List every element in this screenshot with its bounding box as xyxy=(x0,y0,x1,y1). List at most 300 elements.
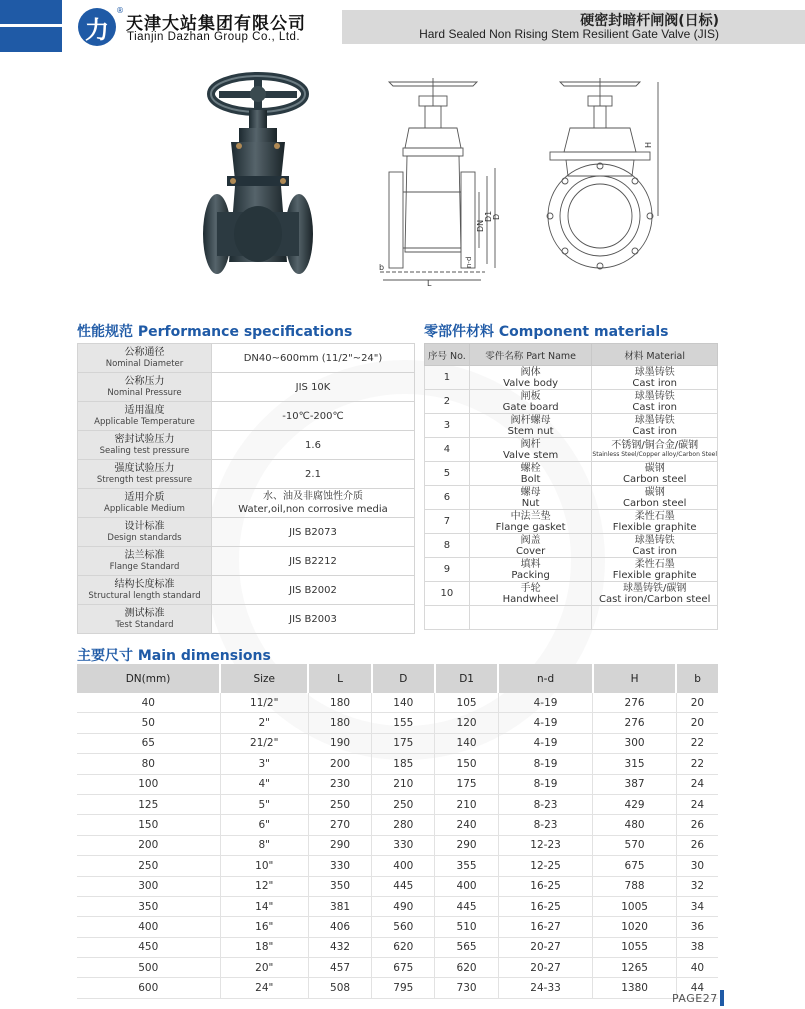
dimension-header: D xyxy=(372,664,435,693)
component-name-en: Valve body xyxy=(503,377,559,389)
performance-label xyxy=(78,460,212,489)
components-header-material: 材料 Material xyxy=(592,344,718,366)
dimension-row xyxy=(77,896,718,916)
dimension-cell: 40 xyxy=(676,958,718,978)
component-material-en: Carbon steel xyxy=(622,497,687,509)
dimension-cell: 11/2" xyxy=(220,693,308,713)
dimension-cell: 32 xyxy=(676,876,718,896)
component-cell-empty xyxy=(469,606,592,630)
dimension-cell: 429 xyxy=(593,794,676,814)
component-material-cn: 柔性石墨 xyxy=(634,558,675,570)
performance-label-en: Applicable Temperature xyxy=(94,416,195,427)
dimension-row xyxy=(77,713,718,733)
performance-label-cn: 密封试验压力 xyxy=(114,433,175,445)
component-row xyxy=(425,390,718,414)
component-name xyxy=(469,390,592,414)
dimension-cell: 330 xyxy=(308,856,371,876)
performance-value-text: JIS B2212 xyxy=(289,555,337,567)
dimension-cell: 190 xyxy=(308,733,371,753)
performance-section-title: 性能规范 Performance specifications xyxy=(77,324,353,340)
performance-row xyxy=(78,460,415,489)
dimension-cell: 406 xyxy=(308,917,371,937)
component-material xyxy=(592,486,718,510)
component-name-en: Packing xyxy=(511,569,550,581)
dimension-cell: 20 xyxy=(676,713,718,733)
dimension-cell: 50 xyxy=(77,713,220,733)
dimension-cell: 381 xyxy=(308,896,371,916)
component-name-en: Valve stem xyxy=(502,449,559,461)
dimension-header: L xyxy=(308,664,371,693)
performance-row xyxy=(78,605,415,634)
dimension-cell: 36 xyxy=(676,917,718,937)
dimension-cell: 120 xyxy=(435,713,498,733)
component-name-cn: 填料 xyxy=(520,558,541,570)
component-name-en: Handwheel xyxy=(502,593,559,605)
performance-row xyxy=(78,518,415,547)
dimension-cell: 8-23 xyxy=(498,794,593,814)
component-material xyxy=(592,462,718,486)
component-no: 7 xyxy=(425,510,470,534)
dimension-cell: 22 xyxy=(676,733,718,753)
dimension-cell: 387 xyxy=(593,774,676,794)
label-b: b xyxy=(379,263,385,272)
performance-label-en: Flange Standard xyxy=(109,561,180,572)
performance-value-text-en: Water,oil,non corrosive media xyxy=(238,504,388,515)
dimension-cell: 240 xyxy=(435,815,498,835)
component-material-cn: 柔性石墨 xyxy=(634,510,675,522)
dimension-cell: 150 xyxy=(77,815,220,835)
dimension-cell: 350 xyxy=(308,876,371,896)
component-material-en: Cast iron/Carbon steel xyxy=(599,593,711,605)
component-name xyxy=(469,366,592,390)
dimension-cell: 457 xyxy=(308,958,371,978)
dimension-cell: 24 xyxy=(676,774,718,794)
performance-label-cn: 结构长度标准 xyxy=(114,578,175,590)
dimension-cell: 480 xyxy=(593,815,676,835)
component-cell-empty xyxy=(425,606,470,630)
dimension-cell: 26 xyxy=(676,835,718,855)
dimension-cell: 290 xyxy=(308,835,371,855)
dimension-cell: 300 xyxy=(593,733,676,753)
component-material xyxy=(592,438,718,462)
performance-label-cn: 公称压力 xyxy=(124,375,165,387)
component-name-cn: 闸板 xyxy=(520,390,541,402)
performance-row xyxy=(78,547,415,576)
performance-label xyxy=(78,518,212,547)
dimension-cell: 276 xyxy=(593,693,676,713)
components-header-name: 零件名称 Part Name xyxy=(469,344,592,366)
component-name-cn: 阀杆 xyxy=(520,438,541,450)
component-material-cn: 不锈钢/铜合金/碳钢 xyxy=(611,440,699,451)
dimension-cell: 620 xyxy=(372,937,435,957)
component-name xyxy=(469,438,592,462)
company-name-cn: 天津大站集团有限公司 xyxy=(126,14,306,34)
performance-value-text: -10℃-200℃ xyxy=(282,410,344,422)
dimension-cell: 100 xyxy=(77,774,220,794)
performance-label-cn: 测试标准 xyxy=(124,607,165,619)
performance-value xyxy=(212,373,415,402)
page-accent-bar xyxy=(720,990,724,1006)
component-name xyxy=(469,558,592,582)
component-name-en: Cover xyxy=(515,545,546,557)
performance-label-en: Strength test pressure xyxy=(96,474,193,485)
component-row xyxy=(425,510,718,534)
component-name xyxy=(469,510,592,534)
performance-value xyxy=(212,460,415,489)
dimension-cell: 140 xyxy=(435,733,498,753)
component-no: 10 xyxy=(425,582,470,606)
dimension-cell: 20 xyxy=(676,693,718,713)
product-title-cn: 硬密封暗杆闸阀(日标) xyxy=(580,13,719,29)
performance-value xyxy=(212,431,415,460)
dimension-cell: 4-19 xyxy=(498,693,593,713)
performance-value xyxy=(212,344,415,373)
performance-label-en: Design standards xyxy=(107,532,182,543)
component-name-cn: 螺栓 xyxy=(520,462,541,474)
label-D1: D1 xyxy=(484,210,493,222)
performance-label xyxy=(78,344,212,373)
dimension-cell: 14" xyxy=(220,896,308,916)
component-name-cn: 阀盖 xyxy=(520,534,541,546)
dimension-cell: 175 xyxy=(372,733,435,753)
performance-value-text: JIS B2073 xyxy=(289,526,337,538)
dimension-cell: 290 xyxy=(435,835,498,855)
dimension-cell: 20-27 xyxy=(498,937,593,957)
dimension-cell: 510 xyxy=(435,917,498,937)
dimension-header: b xyxy=(676,664,718,693)
component-name-en: Bolt xyxy=(520,473,541,485)
dimension-cell: 140 xyxy=(372,693,435,713)
performance-label xyxy=(78,402,212,431)
performance-row xyxy=(78,344,415,373)
dimension-cell: 16-27 xyxy=(498,917,593,937)
label-H: H xyxy=(644,141,653,148)
dimension-header: D1 xyxy=(435,664,498,693)
performance-label-en: Nominal Diameter xyxy=(105,358,184,369)
dimension-cell: 26 xyxy=(676,815,718,835)
component-no: 6 xyxy=(425,486,470,510)
dimension-cell: 560 xyxy=(372,917,435,937)
dimension-header: Size xyxy=(220,664,308,693)
dimension-row xyxy=(77,693,718,713)
component-material-en: Cast iron xyxy=(632,377,677,389)
dimension-cell: 330 xyxy=(372,835,435,855)
dimension-cell: 620 xyxy=(435,958,498,978)
dimension-cell: 570 xyxy=(593,835,676,855)
component-name-cn: 手轮 xyxy=(520,582,541,594)
component-material-cn: 球墨铸铁 xyxy=(634,366,675,378)
dimension-cell: 40 xyxy=(77,693,220,713)
component-material-cn: 球墨铸铁 xyxy=(634,534,675,546)
dimension-cell: 788 xyxy=(593,876,676,896)
component-name xyxy=(469,486,592,510)
dimension-cell: 450 xyxy=(77,937,220,957)
dimension-cell: 20-27 xyxy=(498,958,593,978)
dimension-cell: 500 xyxy=(77,958,220,978)
dimension-cell: 795 xyxy=(372,978,435,998)
component-no: 2 xyxy=(425,390,470,414)
component-material-cn: 球墨铸铁/碳钢 xyxy=(623,582,687,594)
product-title-en: Hard Sealed Non Rising Stem Resilient Gate Valve (JIS) xyxy=(419,27,719,41)
dimension-cell: 1005 xyxy=(593,896,676,916)
label-D: D xyxy=(492,213,501,220)
label-nd: n-d xyxy=(465,256,473,268)
dimension-cell: 600 xyxy=(77,978,220,998)
dimension-cell: 250 xyxy=(372,794,435,814)
dimension-cell: 730 xyxy=(435,978,498,998)
dimension-header: n-d xyxy=(498,664,593,693)
component-name-cn: 阀体 xyxy=(520,366,541,378)
label-DN: DN xyxy=(476,219,485,232)
label-L: L xyxy=(427,279,432,288)
component-row xyxy=(425,558,718,582)
dimension-cell: 24-33 xyxy=(498,978,593,998)
header-accent-bar xyxy=(0,0,62,52)
performance-row xyxy=(78,402,415,431)
dimension-cell: 34 xyxy=(676,896,718,916)
component-no: 8 xyxy=(425,534,470,558)
performance-label xyxy=(78,373,212,402)
component-material xyxy=(592,366,718,390)
performance-value xyxy=(212,402,415,431)
dimension-cell: 5" xyxy=(220,794,308,814)
component-no: 5 xyxy=(425,462,470,486)
dimension-cell: 3" xyxy=(220,754,308,774)
dimension-cell: 230 xyxy=(308,774,371,794)
component-material-en: Cast iron xyxy=(632,545,677,557)
dimension-cell: 185 xyxy=(372,754,435,774)
dimension-cell: 80 xyxy=(77,754,220,774)
dimension-cell: 16" xyxy=(220,917,308,937)
component-material-en: Carbon steel xyxy=(622,473,687,485)
dimension-cell: 490 xyxy=(372,896,435,916)
dimension-cell: 276 xyxy=(593,713,676,733)
dimension-cell: 200 xyxy=(308,754,371,774)
performance-row xyxy=(78,373,415,402)
performance-value xyxy=(212,489,415,518)
performance-value xyxy=(212,605,415,634)
dimension-row xyxy=(77,794,718,814)
performance-label xyxy=(78,605,212,634)
component-material xyxy=(592,534,718,558)
component-no: 3 xyxy=(425,414,470,438)
dimension-cell: 200 xyxy=(77,835,220,855)
component-row xyxy=(425,414,718,438)
performance-value xyxy=(212,518,415,547)
dimension-cell: 1055 xyxy=(593,937,676,957)
component-material-cn: 碳钢 xyxy=(644,462,665,474)
dimension-cell: 250 xyxy=(308,794,371,814)
component-name xyxy=(469,462,592,486)
dimension-cell: 12-25 xyxy=(498,856,593,876)
dimension-row xyxy=(77,733,718,753)
front-view-drawing xyxy=(540,72,670,272)
side-view-drawing xyxy=(375,72,500,290)
dimension-cell: 1380 xyxy=(593,978,676,998)
component-name-en: Gate board xyxy=(502,401,559,413)
components-table xyxy=(424,343,718,630)
component-material xyxy=(592,414,718,438)
dimension-cell: 105 xyxy=(435,693,498,713)
dimension-cell: 270 xyxy=(308,815,371,835)
component-row-empty xyxy=(425,606,718,630)
performance-table xyxy=(77,343,415,634)
dimension-cell: 20" xyxy=(220,958,308,978)
dimension-header: H xyxy=(593,664,676,693)
dimension-cell: 400 xyxy=(77,917,220,937)
performance-row xyxy=(78,576,415,605)
dimension-row xyxy=(77,856,718,876)
dimension-cell: 4" xyxy=(220,774,308,794)
dimension-cell: 280 xyxy=(372,815,435,835)
component-no: 4 xyxy=(425,438,470,462)
dimension-cell: 315 xyxy=(593,754,676,774)
performance-label-cn: 法兰标准 xyxy=(124,549,165,561)
component-material-cn: 碳钢 xyxy=(644,486,665,498)
company-logo: 力 xyxy=(78,8,116,46)
performance-label-cn: 设计标准 xyxy=(124,520,165,532)
page-number: PAGE27 xyxy=(672,992,718,1005)
component-no: 1 xyxy=(425,366,470,390)
dimension-row xyxy=(77,835,718,855)
performance-value-text: JIS 10K xyxy=(295,381,331,393)
dimension-cell: 675 xyxy=(372,958,435,978)
component-name xyxy=(469,534,592,558)
dimension-cell: 180 xyxy=(308,713,371,733)
dimension-cell: 1265 xyxy=(593,958,676,978)
dimension-cell: 6" xyxy=(220,815,308,835)
dimension-cell: 12" xyxy=(220,876,308,896)
component-name-cn: 螺母 xyxy=(520,486,541,498)
performance-label-en: Applicable Medium xyxy=(104,503,185,514)
dimension-cell: 4-19 xyxy=(498,713,593,733)
performance-value-text: JIS B2003 xyxy=(289,613,337,625)
component-material xyxy=(592,558,718,582)
component-material-cn: 球墨铸铁 xyxy=(634,390,675,402)
performance-label-cn: 适用温度 xyxy=(124,404,165,416)
component-name-en: Nut xyxy=(521,497,540,509)
component-row xyxy=(425,462,718,486)
component-row xyxy=(425,438,718,462)
dimension-cell: 8-19 xyxy=(498,774,593,794)
dimension-cell: 445 xyxy=(372,876,435,896)
components-header-no: 序号 No. xyxy=(425,344,470,366)
dimension-cell: 18" xyxy=(220,937,308,957)
dimension-cell: 10" xyxy=(220,856,308,876)
dimension-cell: 24 xyxy=(676,794,718,814)
dimension-cell: 445 xyxy=(435,896,498,916)
component-material xyxy=(592,390,718,414)
component-name-en: Stem nut xyxy=(507,425,554,437)
dimension-cell: 65 xyxy=(77,733,220,753)
dimension-cell: 210 xyxy=(372,774,435,794)
dimension-cell: 400 xyxy=(372,856,435,876)
valve-photo xyxy=(195,72,325,287)
performance-label-cn: 适用介质 xyxy=(124,491,165,503)
component-material-cn: 球墨铸铁 xyxy=(634,414,675,426)
dimensions-section-title: 主要尺寸 Main dimensions xyxy=(77,648,271,664)
dimension-cell: 675 xyxy=(593,856,676,876)
dimension-cell: 508 xyxy=(308,978,371,998)
company-name-en: Tianjin Dazhan Group Co., Ltd. xyxy=(127,31,301,43)
performance-row xyxy=(78,489,415,518)
component-material-en: Flexible graphite xyxy=(612,521,697,533)
dimension-cell: 175 xyxy=(435,774,498,794)
performance-value-text: 1.6 xyxy=(305,439,321,451)
dimension-row xyxy=(77,815,718,835)
dimension-cell: 16-25 xyxy=(498,876,593,896)
dimension-row xyxy=(77,917,718,937)
dimension-cell: 38 xyxy=(676,937,718,957)
dimension-cell: 24" xyxy=(220,978,308,998)
dimension-cell: 44 xyxy=(676,978,718,998)
dimension-cell: 30 xyxy=(676,856,718,876)
performance-label-en: Sealing test pressure xyxy=(99,445,190,456)
dimension-cell: 12-23 xyxy=(498,835,593,855)
dimension-cell: 8-19 xyxy=(498,754,593,774)
dimension-cell: 300 xyxy=(77,876,220,896)
component-cell-empty xyxy=(592,606,718,630)
performance-label-en: Structural length standard xyxy=(88,590,201,601)
dimension-cell: 4-19 xyxy=(498,733,593,753)
performance-value-text: DN40~600mm (11/2"~24") xyxy=(243,352,383,364)
component-no: 9 xyxy=(425,558,470,582)
dimension-cell: 21/2" xyxy=(220,733,308,753)
component-name xyxy=(469,414,592,438)
dimension-cell: 180 xyxy=(308,693,371,713)
component-material-en: Cast iron xyxy=(632,401,677,413)
dimension-cell: 250 xyxy=(77,856,220,876)
dimension-cell: 155 xyxy=(372,713,435,733)
performance-value-text: 2.1 xyxy=(305,468,321,480)
dimension-cell: 355 xyxy=(435,856,498,876)
performance-label-en: Nominal Pressure xyxy=(107,387,182,398)
performance-label-cn: 强度试验压力 xyxy=(114,462,175,474)
component-name-en: Flange gasket xyxy=(495,521,566,533)
dimension-row xyxy=(77,958,718,978)
component-material-en: Flexible graphite xyxy=(612,569,697,581)
dimension-cell: 125 xyxy=(77,794,220,814)
component-material xyxy=(592,582,718,606)
dimension-cell: 1020 xyxy=(593,917,676,937)
component-row xyxy=(425,366,718,390)
dimension-cell: 8-23 xyxy=(498,815,593,835)
component-material-en: Stainless Steel/Copper alloy/Carbon Steel xyxy=(592,451,717,458)
performance-value-text: JIS B2002 xyxy=(289,584,337,596)
dimension-header: DN(mm) xyxy=(77,664,220,693)
performance-label xyxy=(78,576,212,605)
performance-value xyxy=(212,576,415,605)
dimension-row xyxy=(77,876,718,896)
component-row xyxy=(425,582,718,606)
component-material xyxy=(592,510,718,534)
dimensions-table xyxy=(77,664,718,999)
performance-label xyxy=(78,547,212,576)
performance-label-cn: 公称通径 xyxy=(124,346,165,358)
dimension-cell: 565 xyxy=(435,937,498,957)
dimension-cell: 400 xyxy=(435,876,498,896)
performance-label xyxy=(78,431,212,460)
performance-label xyxy=(78,489,212,518)
performance-label-en: Test Standard xyxy=(115,619,174,630)
dimension-row xyxy=(77,978,718,998)
component-name xyxy=(469,582,592,606)
dimension-cell: 210 xyxy=(435,794,498,814)
dimension-cell: 2" xyxy=(220,713,308,733)
performance-row xyxy=(78,431,415,460)
dimension-cell: 22 xyxy=(676,754,718,774)
dimension-row xyxy=(77,937,718,957)
